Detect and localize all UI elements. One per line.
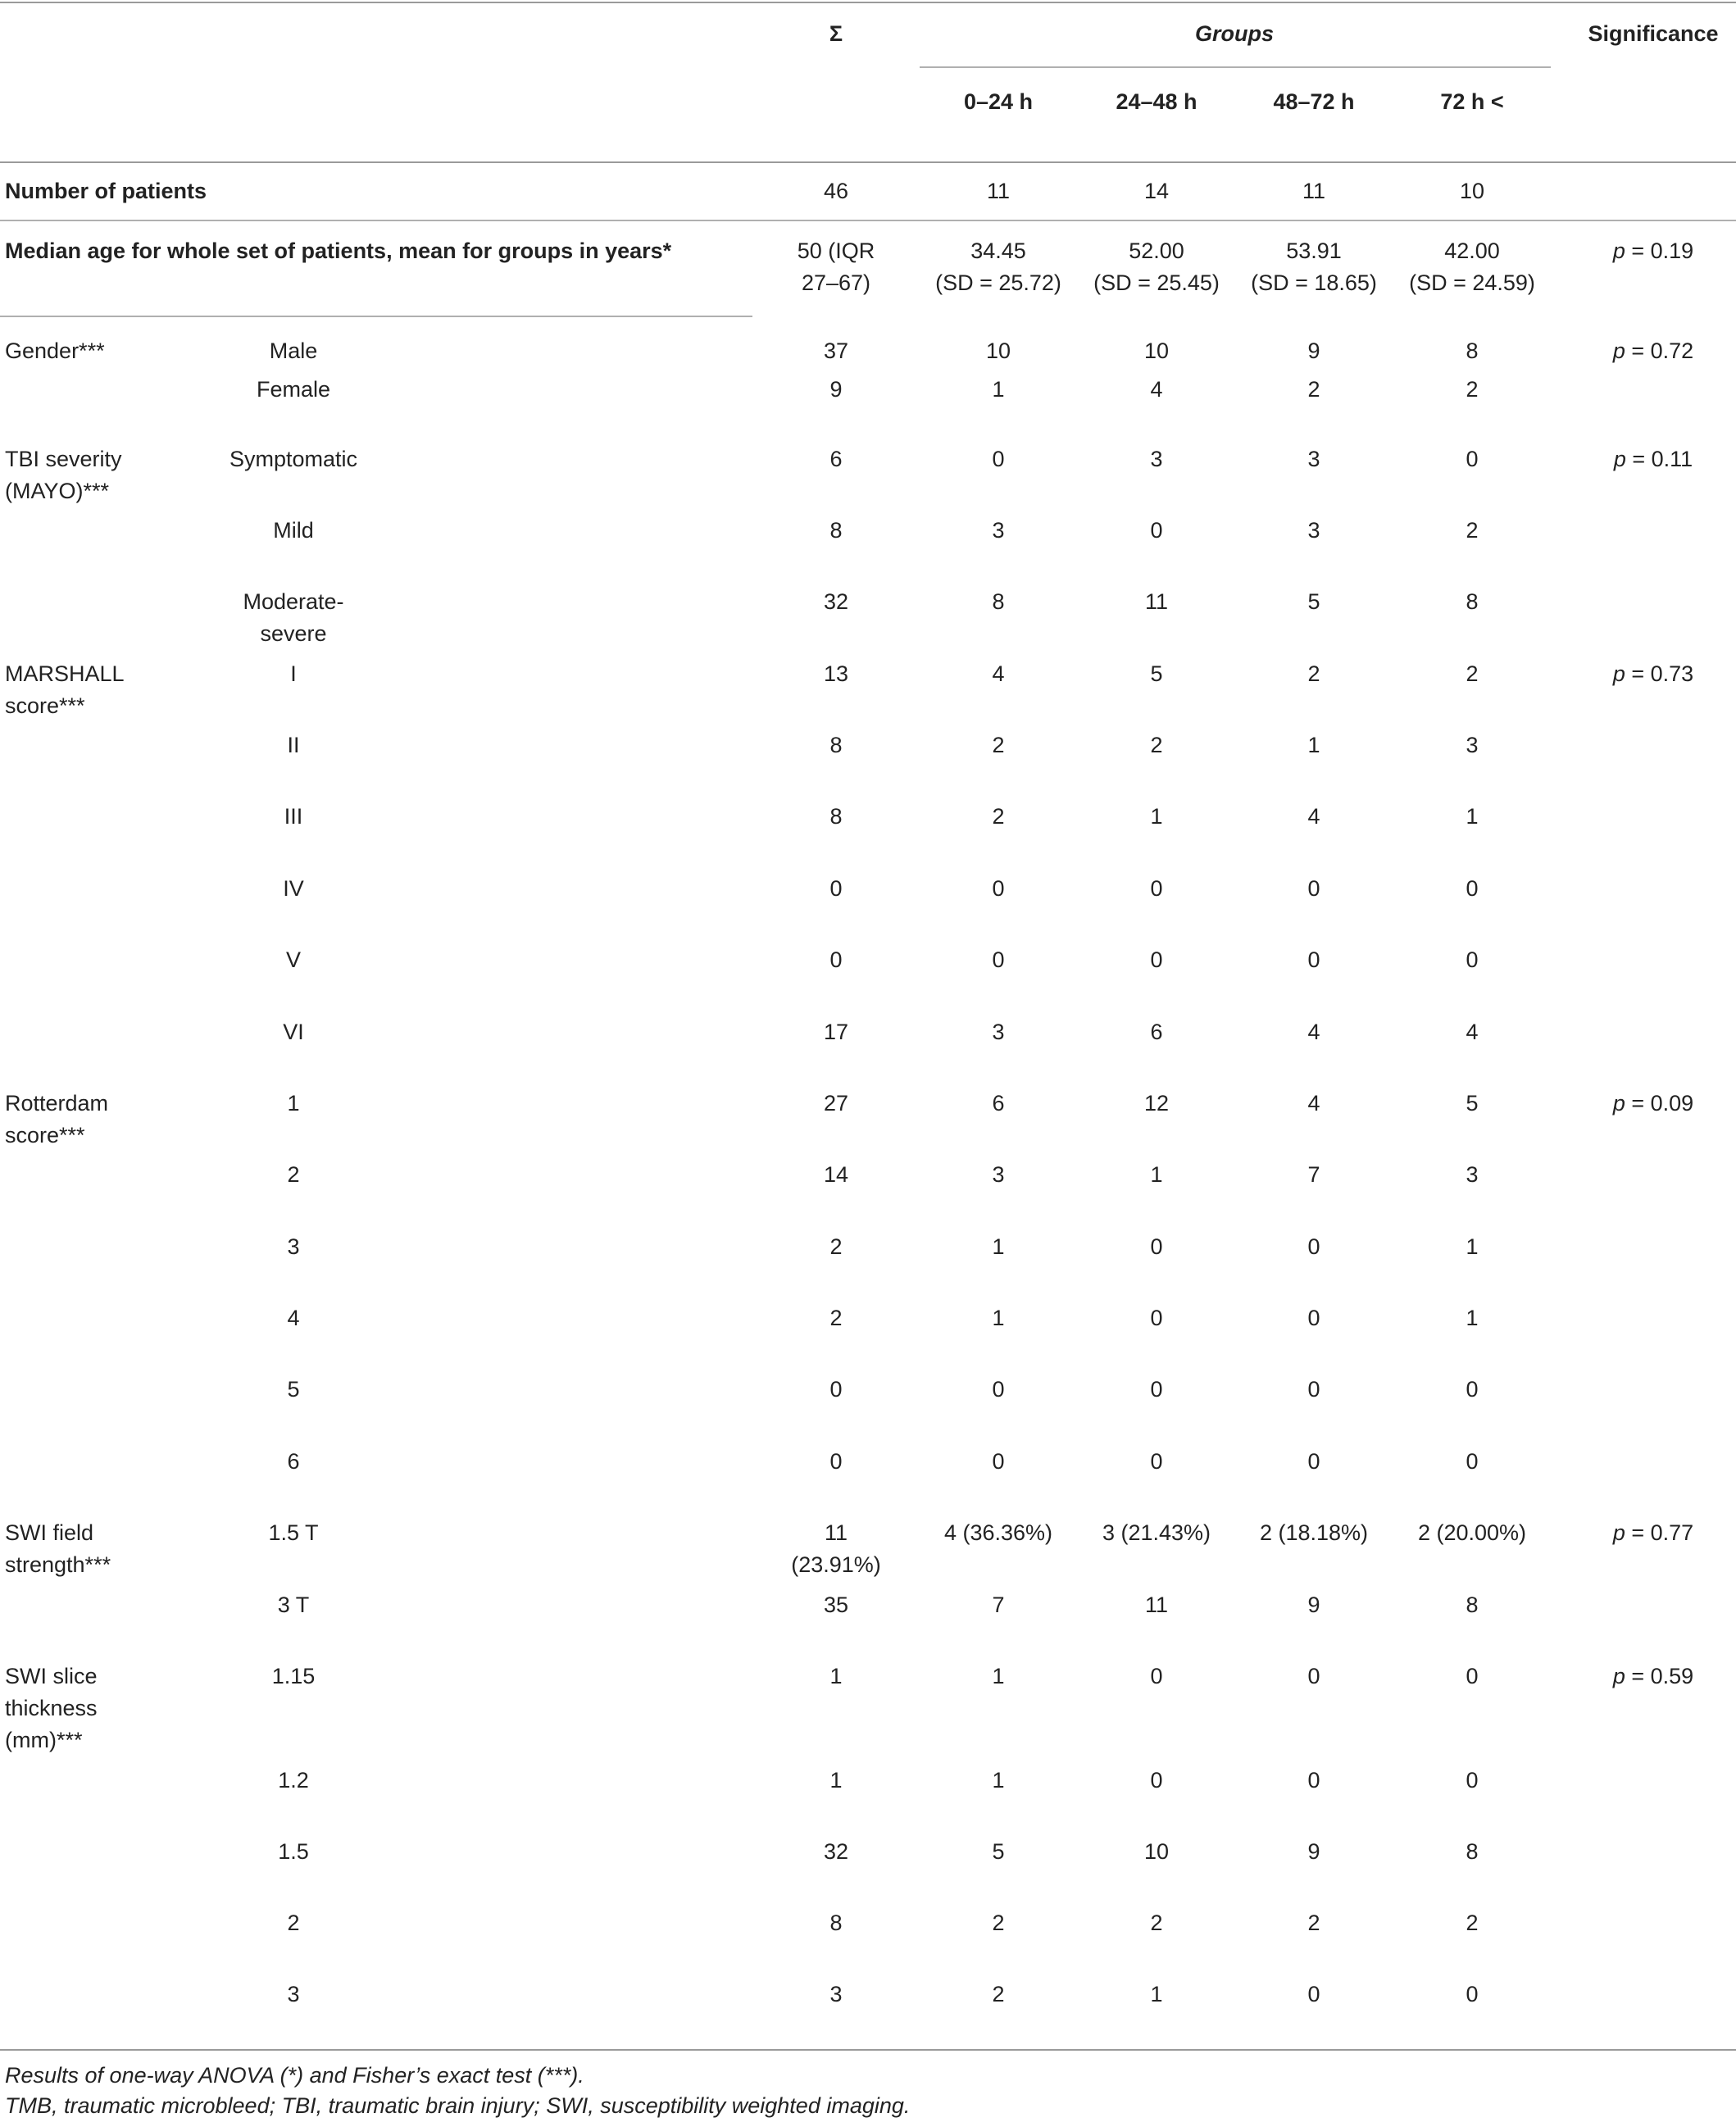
cell-g4: 4 bbox=[1466, 1020, 1479, 1044]
groups-header: Groups bbox=[1194, 21, 1275, 46]
cell-g3: 0 bbox=[1307, 1377, 1320, 1402]
age-g1-line2: (SD = 25.72) bbox=[935, 270, 1061, 295]
row-sublabel: 2 bbox=[287, 1911, 300, 1935]
cell-g2: 1 bbox=[1150, 1162, 1163, 1187]
cell-g1: 2 bbox=[992, 733, 1005, 757]
cell-g1: 1 bbox=[992, 1234, 1005, 1259]
cell-g2: 3 (21.43%) bbox=[1102, 1520, 1211, 1545]
row-sublabel: 3 bbox=[287, 1234, 300, 1259]
cell-g1: 0 bbox=[992, 1377, 1005, 1402]
section-label: TBI severity bbox=[5, 447, 122, 471]
row-sublabel: 2 bbox=[287, 1162, 300, 1187]
cell-g1: 1 bbox=[992, 1664, 1005, 1688]
cell-g3: 3 bbox=[1307, 518, 1320, 543]
cell-g3: 9 bbox=[1307, 339, 1320, 363]
row-sublabel: 1.2 bbox=[278, 1768, 309, 1793]
p-symbol: p bbox=[1612, 1520, 1625, 1545]
p-value: = 0.19 bbox=[1625, 239, 1694, 263]
row-sublabel: 3 bbox=[287, 1982, 300, 2006]
p-value: = 0.59 bbox=[1625, 1664, 1694, 1688]
cell-g3: 0 bbox=[1307, 1982, 1320, 2006]
cell-g3: 2 bbox=[1307, 377, 1320, 402]
age-sum-line1: 50 (IQR bbox=[797, 239, 875, 263]
cell-g2: 0 bbox=[1150, 1234, 1163, 1259]
cell-g4: 8 bbox=[1466, 339, 1479, 363]
group-header-0-24: 0–24 h bbox=[963, 89, 1034, 114]
section-label: SWI slice bbox=[5, 1664, 98, 1688]
patients-sum: 46 bbox=[823, 179, 849, 203]
cell-g4: 0 bbox=[1466, 1768, 1479, 1793]
section-significance bbox=[1613, 1660, 1693, 1693]
row-sublabel: II bbox=[287, 733, 300, 757]
cell-g2: 1 bbox=[1150, 1982, 1163, 2006]
cell-g2: 10 bbox=[1143, 1839, 1170, 1864]
section-label: strength*** bbox=[5, 1552, 111, 1577]
cell-g4: 0 bbox=[1466, 447, 1479, 471]
cell-g2: 0 bbox=[1150, 518, 1163, 543]
cell-g1: 1 bbox=[992, 1768, 1005, 1793]
cell-g2: 2 bbox=[1150, 733, 1163, 757]
cell-g3: 2 bbox=[1307, 1911, 1320, 1935]
cell-g2: 12 bbox=[1143, 1091, 1170, 1116]
cell-g3: 0 bbox=[1307, 1234, 1320, 1259]
cell-g3: 4 bbox=[1307, 1091, 1320, 1116]
cell-g2: 0 bbox=[1150, 1377, 1163, 1402]
cell-g2: 1 bbox=[1150, 804, 1163, 829]
cell-g2: 11 bbox=[1144, 1593, 1169, 1617]
cell-g4: 2 bbox=[1466, 1911, 1479, 1935]
row-sublabel: 1.5 bbox=[278, 1839, 309, 1864]
cell-sum: 2 bbox=[829, 1234, 843, 1259]
cell-g1: 10 bbox=[985, 339, 1011, 363]
cell-sum: 8 bbox=[829, 804, 843, 829]
section-label: (MAYO)*** bbox=[5, 479, 110, 503]
cell-g2: 0 bbox=[1150, 1449, 1163, 1474]
cell-g3: 4 bbox=[1307, 804, 1320, 829]
p-symbol: p bbox=[1612, 661, 1625, 686]
group-header-24-48: 24–48 h bbox=[1116, 89, 1197, 114]
cell-g1: 0 bbox=[992, 447, 1005, 471]
section-label: score*** bbox=[5, 1123, 85, 1147]
section-label: thickness bbox=[5, 1696, 98, 1720]
p-value: = 0.09 bbox=[1625, 1091, 1694, 1116]
cell-g1: 2 bbox=[992, 1982, 1005, 2006]
cell-g4: 2 bbox=[1466, 377, 1479, 402]
patients-g4: 10 bbox=[1459, 179, 1485, 203]
cell-g2: 0 bbox=[1150, 1306, 1163, 1330]
cell-sum-percent: (23.91%) bbox=[791, 1552, 881, 1577]
row-sublabel: Symptomatic bbox=[229, 447, 358, 471]
cell-g1: 0 bbox=[992, 876, 1005, 901]
row-sublabel: Mild bbox=[273, 518, 314, 543]
p-symbol: p bbox=[1613, 447, 1626, 471]
cell-g3: 9 bbox=[1307, 1593, 1320, 1617]
cell-g4: 1 bbox=[1466, 1234, 1479, 1259]
cell-sum: 0 bbox=[829, 947, 843, 972]
section-label: score*** bbox=[5, 693, 85, 718]
groups-underline bbox=[920, 66, 1551, 68]
p-value: = 0.73 bbox=[1625, 661, 1694, 686]
age-g3-line2: (SD = 18.65) bbox=[1251, 270, 1377, 295]
section-label: Gender*** bbox=[5, 339, 105, 363]
patients-g1: 11 bbox=[986, 179, 1011, 203]
row-sublabel: 5 bbox=[287, 1377, 300, 1402]
row-sublabel: 1.15 bbox=[271, 1664, 316, 1688]
cell-g2: 6 bbox=[1150, 1020, 1163, 1044]
p-value: = 0.11 bbox=[1625, 447, 1693, 471]
cell-g4: 8 bbox=[1466, 1593, 1479, 1617]
cell-sum: 3 bbox=[829, 1982, 843, 2006]
cell-g4: 1 bbox=[1466, 1306, 1479, 1330]
cell-g2: 5 bbox=[1150, 661, 1163, 686]
cell-sum: 35 bbox=[823, 1593, 849, 1617]
cell-sum: 37 bbox=[823, 339, 849, 363]
cell-g4: 1 bbox=[1466, 804, 1479, 829]
cell-g3: 4 bbox=[1307, 1020, 1320, 1044]
cell-g1: 3 bbox=[992, 1020, 1005, 1044]
cell-sum: 32 bbox=[823, 589, 849, 614]
age-label-underline bbox=[0, 316, 752, 317]
cell-g3: 0 bbox=[1307, 1768, 1320, 1793]
cell-sum: 14 bbox=[823, 1162, 849, 1187]
cell-g4: 8 bbox=[1466, 589, 1479, 614]
group-header-48-72: 48–72 h bbox=[1273, 89, 1355, 114]
header-bottom-rule bbox=[0, 161, 1736, 163]
cell-g3: 0 bbox=[1307, 1306, 1320, 1330]
significance-header: Significance bbox=[1588, 21, 1719, 46]
row-sublabel: 6 bbox=[287, 1449, 300, 1474]
cell-sum: 11 bbox=[824, 1520, 848, 1545]
cell-sum: 8 bbox=[829, 518, 843, 543]
cell-sum: 2 bbox=[829, 1306, 843, 1330]
table-bottom-rule bbox=[0, 2049, 1736, 2051]
cell-g1: 1 bbox=[992, 1306, 1005, 1330]
section-label: MARSHALL bbox=[5, 661, 125, 686]
p-symbol: p bbox=[1612, 1091, 1625, 1116]
cell-g3: 1 bbox=[1307, 733, 1320, 757]
cell-g4: 3 bbox=[1466, 733, 1479, 757]
cell-g2: 0 bbox=[1150, 1768, 1163, 1793]
patients-g2: 14 bbox=[1143, 179, 1170, 203]
row-sublabel: I bbox=[290, 661, 297, 686]
section-significance bbox=[1613, 334, 1693, 367]
row-sublabel: 1.5 T bbox=[268, 1520, 319, 1545]
cell-g1: 3 bbox=[992, 1162, 1005, 1187]
section-significance bbox=[1613, 1516, 1693, 1549]
row-sublabel: IV bbox=[283, 876, 304, 901]
cell-g4: 0 bbox=[1466, 1982, 1479, 2006]
row-sublabel: 3 T bbox=[277, 1593, 310, 1617]
cell-g1: 0 bbox=[992, 947, 1005, 972]
cell-g4: 0 bbox=[1466, 876, 1479, 901]
row-sublabel: 1 bbox=[287, 1091, 300, 1116]
p-value: = 0.77 bbox=[1625, 1520, 1694, 1545]
cell-sum: 6 bbox=[829, 447, 843, 471]
age-g1-line1: 34.45 bbox=[970, 239, 1026, 263]
cell-g2: 3 bbox=[1150, 447, 1163, 471]
cell-g1: 2 bbox=[992, 1911, 1005, 1935]
age-g4-line2: (SD = 24.59) bbox=[1409, 270, 1535, 295]
cell-g1: 7 bbox=[992, 1593, 1005, 1617]
cell-sum: 27 bbox=[823, 1091, 849, 1116]
cell-g3: 0 bbox=[1307, 947, 1320, 972]
cell-sum: 0 bbox=[829, 1449, 843, 1474]
cell-g1: 3 bbox=[992, 518, 1005, 543]
row-sublabel: severe bbox=[260, 621, 327, 646]
cell-sum: 8 bbox=[829, 1911, 843, 1935]
cell-g1: 1 bbox=[992, 377, 1005, 402]
footnote-stats: Results of one-way ANOVA (*) and Fisher’s exact test (***). bbox=[5, 2063, 584, 2088]
group-header-72-plus: 72 h < bbox=[1440, 89, 1504, 114]
section-label: SWI field bbox=[5, 1520, 94, 1545]
cell-g4: 0 bbox=[1466, 1377, 1479, 1402]
cell-g3: 2 (18.18%) bbox=[1259, 1520, 1369, 1545]
cell-g4: 2 (20.00%) bbox=[1417, 1520, 1527, 1545]
row-sublabel: Female bbox=[256, 377, 331, 402]
patients-label: Number of patients bbox=[5, 179, 207, 203]
cell-g4: 5 bbox=[1466, 1091, 1479, 1116]
section-label: Rotterdam bbox=[5, 1091, 109, 1116]
cell-g1: 2 bbox=[992, 804, 1005, 829]
patients-bottom-rule bbox=[0, 220, 1736, 221]
row-sublabel: Moderate- bbox=[243, 589, 344, 614]
cell-g4: 2 bbox=[1466, 661, 1479, 686]
cell-g1: 4 bbox=[992, 661, 1005, 686]
cell-sum: 9 bbox=[829, 377, 843, 402]
cell-g3: 9 bbox=[1307, 1839, 1320, 1864]
cell-g3: 5 bbox=[1307, 589, 1320, 614]
p-symbol: p bbox=[1612, 1664, 1625, 1688]
cell-g2: 0 bbox=[1150, 947, 1163, 972]
cell-g4: 2 bbox=[1466, 518, 1479, 543]
cell-sum: 0 bbox=[829, 876, 843, 901]
sum-header: Σ bbox=[829, 21, 843, 46]
cell-g3: 7 bbox=[1307, 1162, 1320, 1187]
section-significance bbox=[1613, 657, 1693, 690]
cell-g4: 0 bbox=[1466, 947, 1479, 972]
row-sublabel: V bbox=[285, 947, 302, 972]
row-sublabel: III bbox=[284, 804, 303, 829]
cell-sum: 0 bbox=[829, 1377, 843, 1402]
age-label: Median age for whole set of patients, mean for groups in years* bbox=[5, 239, 672, 263]
patients-g3: 11 bbox=[1302, 179, 1326, 203]
cell-g3: 0 bbox=[1307, 1664, 1320, 1688]
cell-g3: 0 bbox=[1307, 1449, 1320, 1474]
section-significance bbox=[1613, 1087, 1693, 1120]
cell-g1: 4 (36.36%) bbox=[943, 1520, 1053, 1545]
row-sublabel: VI bbox=[283, 1020, 304, 1044]
cell-sum: 13 bbox=[823, 661, 849, 686]
cell-sum: 32 bbox=[823, 1839, 849, 1864]
cell-g2: 4 bbox=[1150, 377, 1163, 402]
cell-g3: 0 bbox=[1307, 876, 1320, 901]
cell-g3: 2 bbox=[1307, 661, 1320, 686]
section-label: (mm)*** bbox=[5, 1728, 83, 1752]
top-rule bbox=[0, 2, 1736, 3]
cell-g4: 8 bbox=[1466, 1839, 1479, 1864]
cell-g4: 0 bbox=[1466, 1664, 1479, 1688]
cell-sum: 17 bbox=[823, 1020, 849, 1044]
p-symbol: p bbox=[1612, 239, 1625, 263]
age-g4-line1: 42.00 bbox=[1444, 239, 1500, 263]
p-symbol: p bbox=[1612, 339, 1625, 363]
cell-sum: 1 bbox=[829, 1664, 843, 1688]
age-sum-line2: 27–67) bbox=[801, 270, 871, 295]
p-value: = 0.72 bbox=[1625, 339, 1694, 363]
cell-sum: 1 bbox=[829, 1768, 843, 1793]
age-g2-line1: 52.00 bbox=[1129, 239, 1184, 263]
age-significance bbox=[1613, 234, 1693, 267]
cell-g4: 0 bbox=[1466, 1449, 1479, 1474]
cell-g4: 3 bbox=[1466, 1162, 1479, 1187]
cell-g2: 0 bbox=[1150, 1664, 1163, 1688]
footnote-abbreviations: TMB, traumatic microbleed; TBI, traumatic brain injury; SWI, susceptibility weighted imaging. bbox=[5, 2093, 911, 2118]
cell-g2: 0 bbox=[1150, 876, 1163, 901]
cell-g2: 11 bbox=[1144, 589, 1169, 614]
cell-g1: 8 bbox=[992, 589, 1005, 614]
age-g3-line1: 53.91 bbox=[1286, 239, 1342, 263]
cell-g2: 10 bbox=[1143, 339, 1170, 363]
row-sublabel: 4 bbox=[287, 1306, 300, 1330]
age-g2-line2: (SD = 25.45) bbox=[1093, 270, 1220, 295]
cell-g3: 3 bbox=[1307, 447, 1320, 471]
row-sublabel: Male bbox=[269, 339, 318, 363]
cell-g1: 5 bbox=[992, 1839, 1005, 1864]
cell-g1: 0 bbox=[992, 1449, 1005, 1474]
cell-g2: 2 bbox=[1150, 1911, 1163, 1935]
cell-sum: 8 bbox=[829, 733, 843, 757]
cell-g1: 6 bbox=[992, 1091, 1005, 1116]
section-significance bbox=[1614, 443, 1693, 475]
